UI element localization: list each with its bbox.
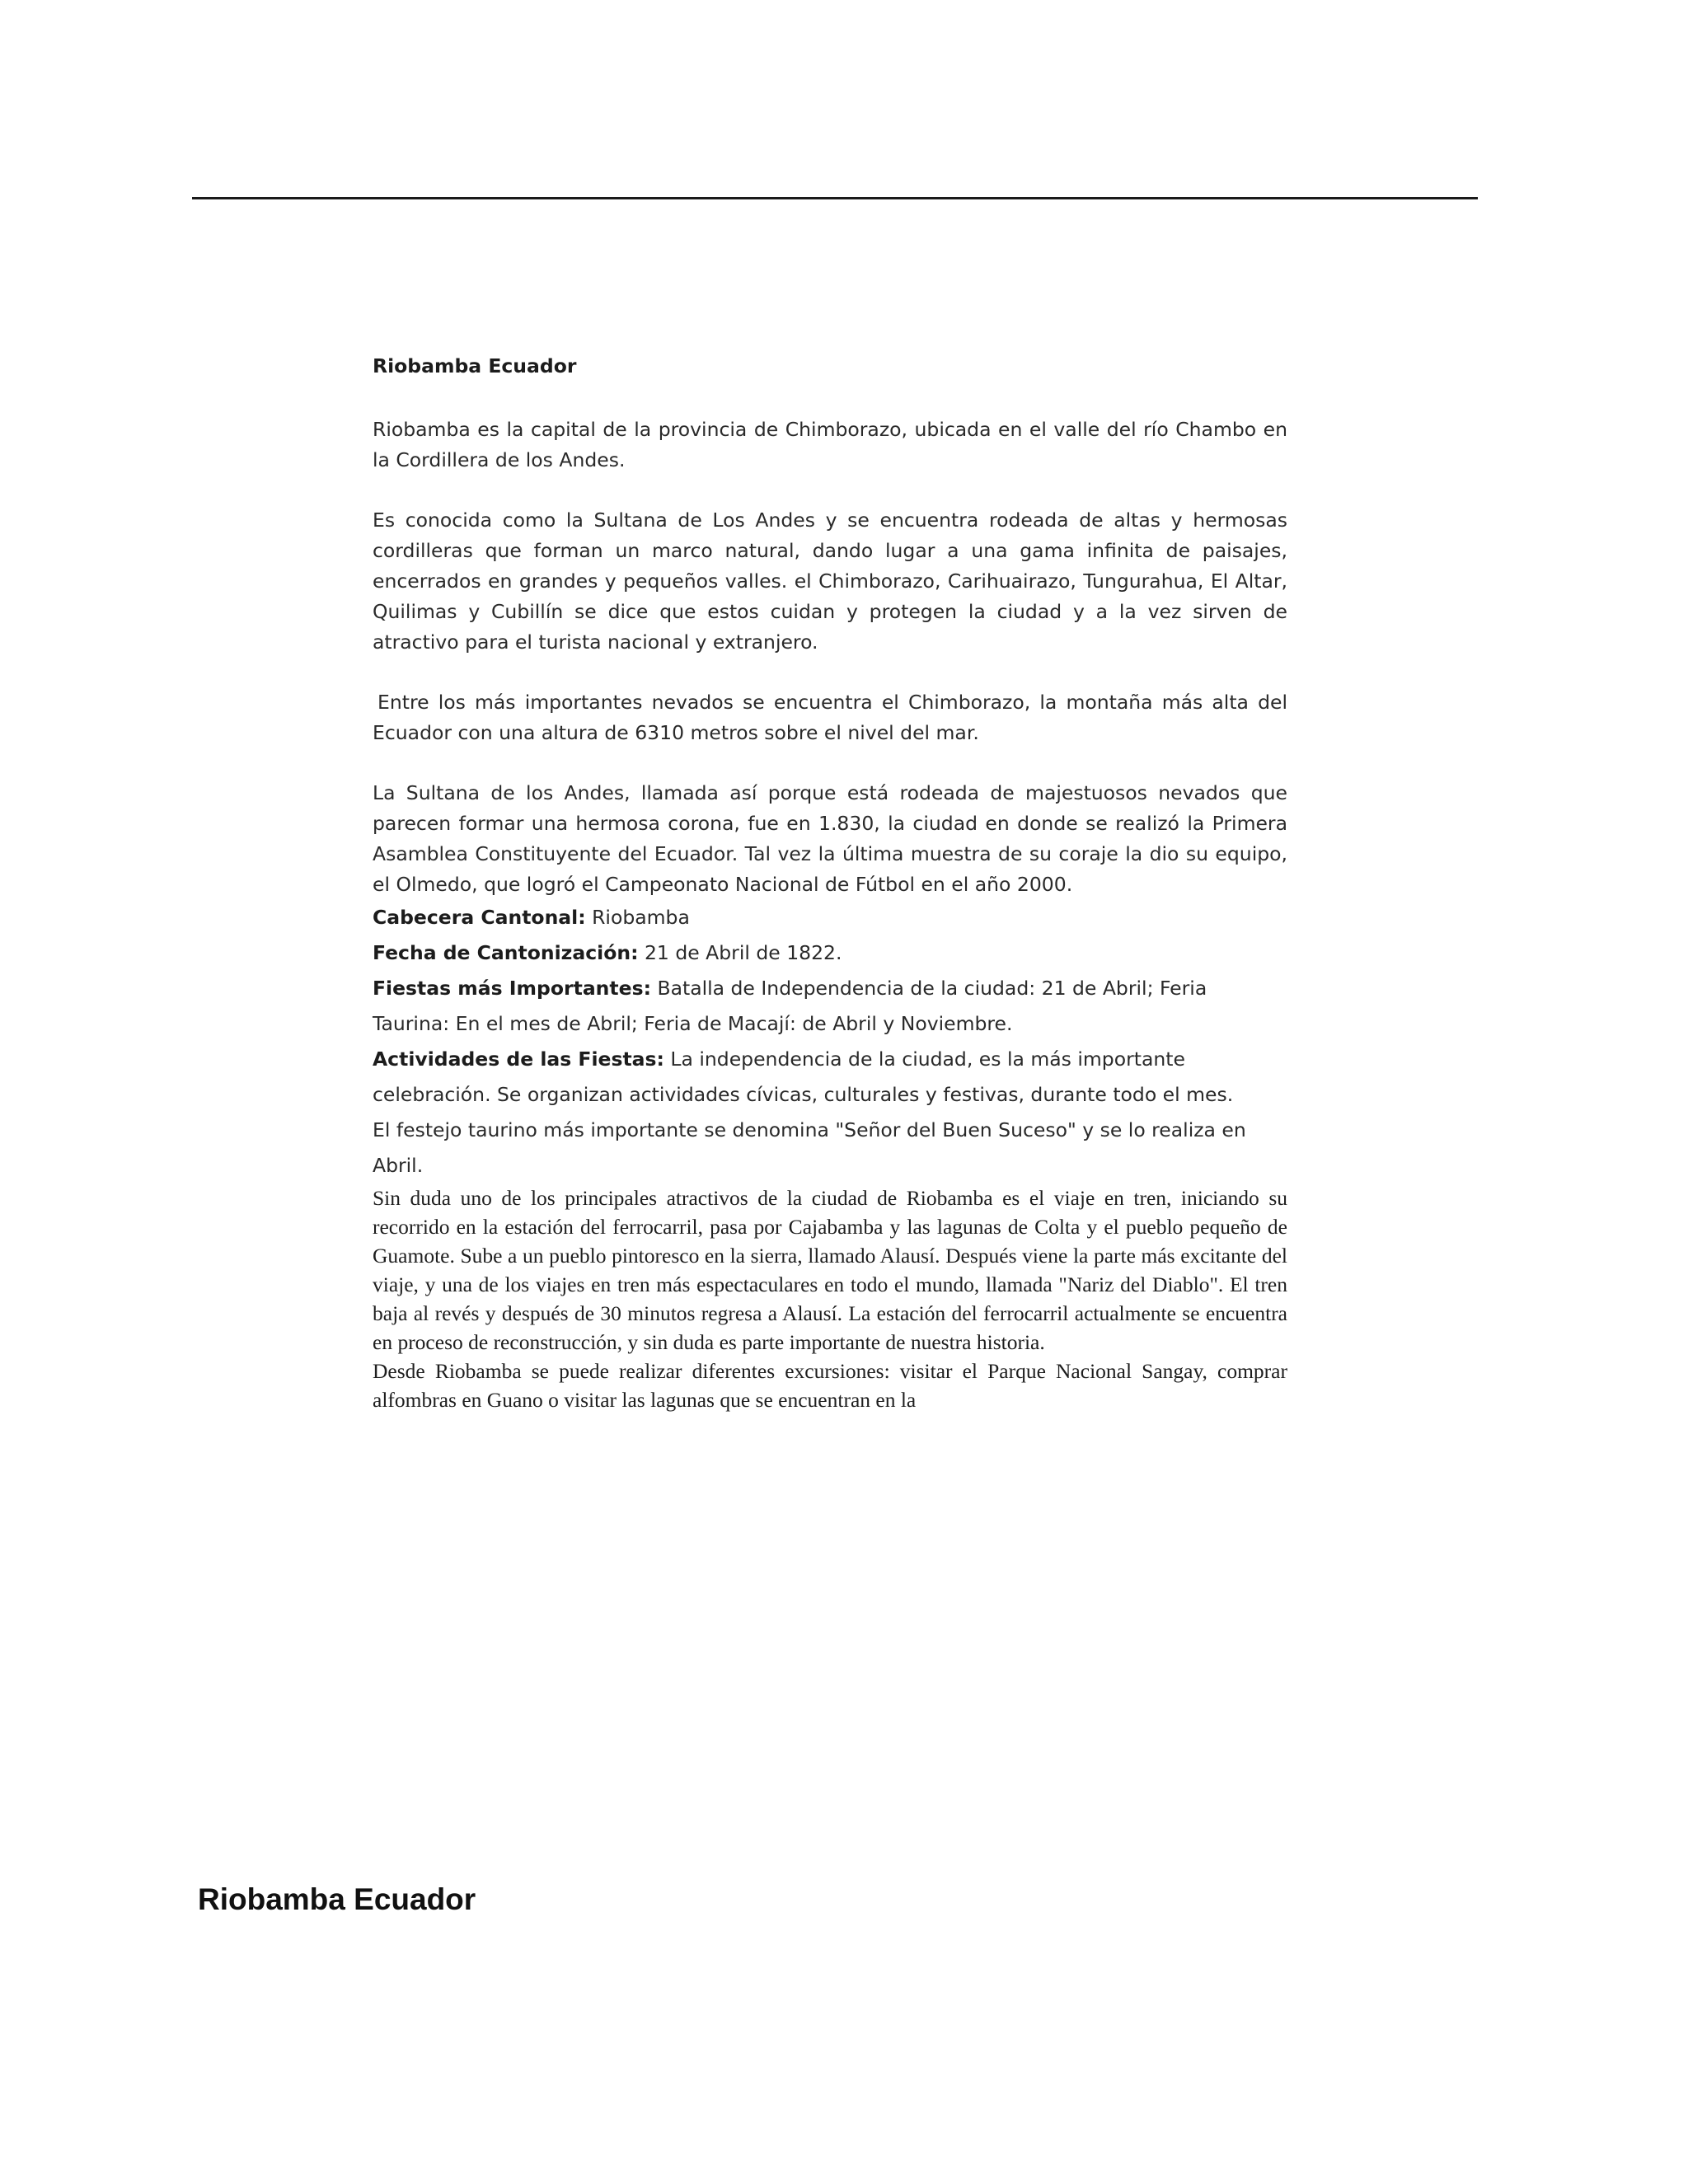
field-label: Fiestas más Importantes: (373, 977, 651, 1000)
field-value: La independencia de la ciudad, es la más importante celebración. Se organizan actividades cívicas, culturales y festivas, durante todo el mes. (373, 1047, 1234, 1106)
paragraph-sultana: Es conocida como la Sultana de Los Andes y se encuentra rodeada de altas y hermosas cordilleras que forman un marco natural, dando lugar a una gama infinita de paisajes, encerrados en grandes y pequeños valles. el Chimborazo, Carihuairazo, Tungurahua, El Altar, Quilimas y Cubillín se dice que estos cuidan y protegen la ciudad y a la vez sirven de atractivo para el turista nacional y extranjero. (373, 509, 1287, 654)
paragraph-festejo-taurino: El festejo taurino más importante se denomina "Señor del Buen Suceso" y se lo realiza en Abril. (373, 1118, 1246, 1177)
field-fiestas-importantes (373, 971, 1287, 1042)
paragraph-history: La Sultana de los Andes, llamada así porque está rodeada de majestuosos nevados que parecen formar una hermosa corona, fue en 1.830, la ciudad en donde se realizó la Primera Asamblea Constituyente del Ecuador. Tal vez la última muestra de su coraje la dio su equipo, el Olmedo, que logró el Campeonato Nacional de Fútbol en el año 2000. (373, 781, 1287, 896)
paragraph-train-journey: Sin duda uno de los principales atractivos de la ciudad de Riobamba es el viaje en tren, iniciando su recorrido en la estación del ferrocarril, pasa por Cajabamba y las lagunas de Colta y el pueblo pequeño de Guamote. Sube a un pueblo pintoresco en la sierra, llamado Alausí. Después viene la parte más excitante del viaje, y una de los viajes en tren más espectaculares en todo el mundo, llamada "Nariz del Diablo". El tren baja al revés y después de 30 minutos regresa a Alausí. La estación del ferrocarril actualmente se encuentra en proceso de reconstrucción, y sin duda es parte importante de nuestra historia. (373, 1186, 1287, 1354)
field-label: Fecha de Cantonización: (373, 941, 639, 964)
field-label: Actividades de las Fiestas: (373, 1047, 664, 1071)
field-cabecera-cantonal (373, 900, 1287, 935)
paragraph-excursions: Desde Riobamba se puede realizar diferentes excursiones: visitar el Parque Nacional Sangay, comprar alfombras en Guano o visitar las lagunas que se encuentran en la (373, 1359, 1287, 1412)
scanned-document-image (373, 346, 1287, 1414)
field-fecha-cantonizacion (373, 935, 1287, 971)
field-value: Riobamba (585, 906, 690, 929)
footer-title: Riobamba Ecuador (198, 1882, 476, 1916)
paragraph-intro: Riobamba es la capital de la provincia de Chimborazo, ubicada en el valle del río Chambo en la Cordillera de los Andes. (373, 418, 1287, 471)
document-heading: Riobamba Ecuador (373, 354, 577, 377)
paragraph-chimborazo: Entre los más importantes nevados se encuentra el Chimborazo, la montaña más alta del Ecuador con una altura de 6310 metros sobre el nivel del mar. (373, 691, 1287, 744)
field-value: 21 de Abril de 1822. (638, 941, 842, 964)
field-actividades-fiestas (373, 1042, 1287, 1113)
field-label: Cabecera Cantonal: (373, 906, 586, 929)
top-horizontal-rule (192, 197, 1478, 199)
field-value: Batalla de Independencia de la ciudad: 21 de Abril; Feria Taurina: En el mes de Abril; Feria de Macají: de Abril y Noviembre. (373, 977, 1207, 1035)
